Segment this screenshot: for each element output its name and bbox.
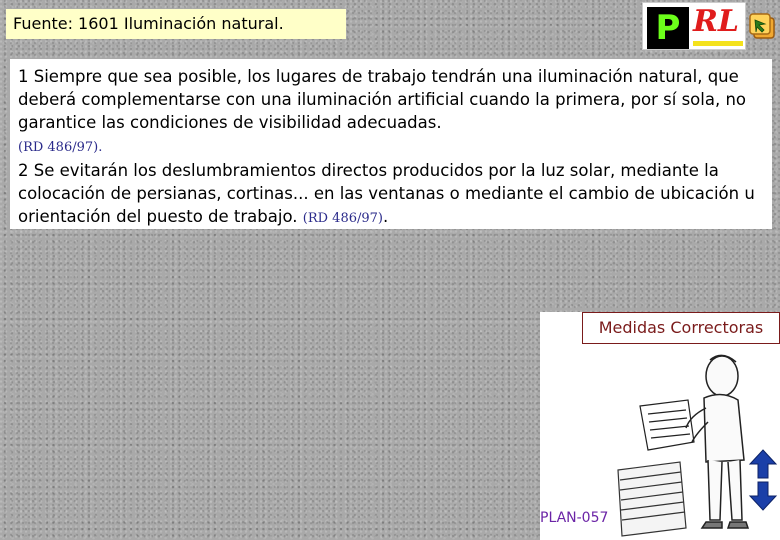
page-title-text: Fuente: 1601 Iluminación natural.	[13, 14, 284, 33]
person-reading-document-illustration	[610, 350, 760, 540]
next-page-icon	[748, 12, 778, 42]
logo-p-letter: P	[647, 7, 689, 49]
page-title	[6, 9, 346, 39]
paragraph-2	[18, 159, 764, 230]
medidas-correctoras-label: Medidas Correctoras	[598, 318, 764, 337]
reference-2: (RD 486/97)	[302, 211, 383, 226]
up-down-arrows-icon[interactable]	[748, 448, 778, 512]
logo-rl-letters: RL	[693, 4, 740, 39]
paragraph-2-end: .	[383, 207, 389, 226]
paragraph-2-text: 2 Se evitarán los deslumbramientos directos producidos por la luz solar, mediante la colocación de persianas, cortinas... en las ventanas o mediante el cambio de ubicación u orientación del puesto de trabajo.	[18, 161, 755, 226]
prl-logo	[642, 2, 746, 50]
reference-1: (RD 486/97).	[18, 140, 103, 155]
side-panel	[540, 312, 780, 540]
logo-underline	[693, 41, 743, 46]
plan-code-label: PLAN-057	[540, 510, 609, 526]
medidas-correctoras-button[interactable]	[582, 312, 780, 344]
next-page-button[interactable]	[748, 12, 778, 42]
content-text-box	[10, 59, 772, 229]
paragraph-1-text: 1 Siempre que sea posible, los lugares de trabajo tendrán una iluminación natural, que deberá complementarse con una iluminación artificial cuando la primera, por sí sola, no garantice las condiciones de visibilidad adecuadas.	[18, 67, 747, 132]
paragraph-1	[18, 65, 764, 159]
